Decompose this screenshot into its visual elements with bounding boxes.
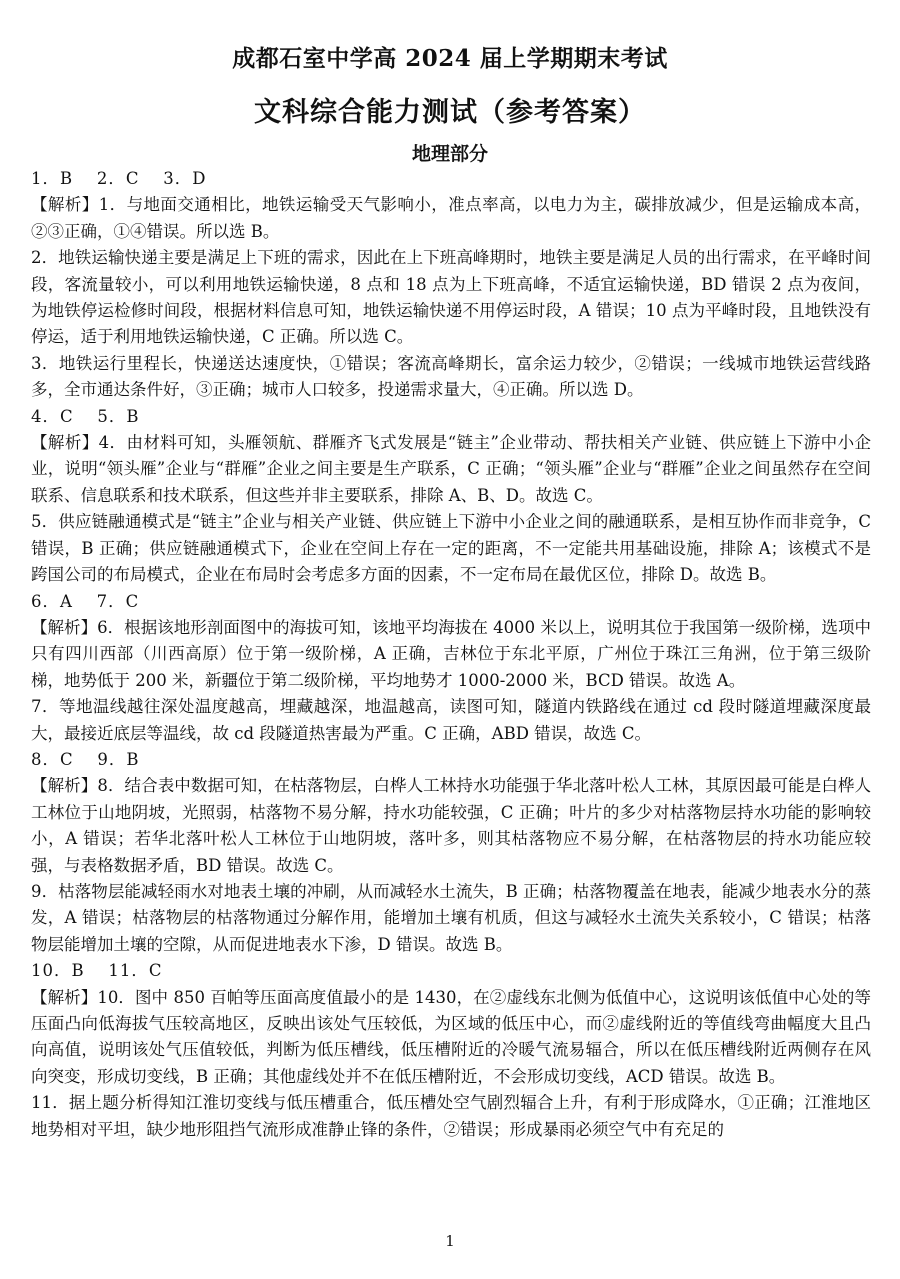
document-subtitle: 文科综合能力测试（参考答案） bbox=[254, 97, 646, 128]
exam-title: 成都石室中学高 2024 届上学期期末考试 bbox=[232, 45, 668, 72]
explanation-paragraph: 2．地铁运输快递主要是满足上下班的需求，因此在上下班高峰期时，地铁主要是满足人员的出行需求，在平峰时间段，客流量较小，可以利用地铁运输快递，8 点和 18 点为上下班高峰，不适宜运输快递，BD 错误 2 点为夜间，为地铁停运检修时间段，根据材料信息可知，地铁运输快递不用停运时段，A 错误；10 点为平峰时段，且地铁没有停运，适于利用地铁运输快递，C 正确。所以选 C。 bbox=[31, 248, 871, 347]
explanation-paragraph: 3．地铁运行里程长，快递送达速度快，①错误；客流高峰期长，富余运力较少，②错误；一线城市地铁运营线路多，全市通达条件好，③正确；城市人口较多，投递需求量大，④正确。所以选 D。 bbox=[31, 353, 871, 400]
explanation-paragraph: 9．枯落物层能减轻雨水对地表土壤的冲刷，从而减轻水土流失，B 正确；枯落物覆盖在地表，能减少地表水分的蒸发，A 错误；枯落物层的枯落物通过分解作用，能增加土壤有机质，但这与减轻水土流失关系较小，C 错误；枯落物层能增加土壤的空隙，从而促进地表水下渗，D 错误。故选 B。 bbox=[31, 881, 871, 954]
answer-key-line: 4．C 5．B bbox=[31, 406, 140, 426]
explanation-paragraph: 【解析】10．图中 850 百帕等压面高度值最小的是 1430，在②虚线东北侧为低值中心，这说明该低值中心处的等压面凸向低海拔气压较高地区，反映出该处气压较低，为区域的低压中心，而②虚线附近的等值线弯曲幅度大且凸向高值，说明该处气压值较低，判断为低压槽线，低压槽附近的冷暖气流易辐合，所以在低压槽线附近两侧存在风向突变，形成切变线，B 正确；其他虚线处并不在低压槽附近，不会形成切变线，ACD 错误。故选 B。 bbox=[31, 987, 871, 1086]
section-heading: 地理部分 bbox=[411, 143, 488, 165]
answer-key-line: 6．A 7．C bbox=[31, 591, 140, 611]
explanation-paragraph: 5．供应链融通模式是“链主”企业与相关产业链、供应链上下游中小企业之间的融通联系，是相互协作而非竞争，C 错误，B 正确；供应链融通模式下，企业在空间上存在一定的距离，不一定能共用基础设施，排除 A；该模式不是跨国公司的布局模式，企业在布局时会考虑多方面的因素，不一定布局在最优区位，排除 D。故选 B。 bbox=[31, 512, 871, 585]
explanation-paragraph: 【解析】6．根据该地形剖面图中的海拔可知，该地平均海拔在 4000 米以上，说明其位于我国第一级阶梯，选项中只有四川西部（川西高原）位于第一级阶梯，A 正确，吉林位于东北平原，广州位于珠江三角洲，位于第三级阶梯，地势低于 200 米，新疆位于第二级阶梯，平均地势才 1000-2000 米，BCD 错误。故选 A。 bbox=[31, 617, 871, 690]
explanation-paragraph: 【解析】8．结合表中数据可知，在枯落物层，白桦人工林持水功能强于华北落叶松人工林，其原因最可能是白桦人工林位于山地阴坡，光照弱，枯落物不易分解，持水功能较强，C 正确；叶片的多少对枯落物层持水功能的影响较小，A 错误；若华北落叶松人工林位于山地阴坡，落叶多，则其枯落物应不易分解，在枯落物层的持水功能应较强，与表格数据矛盾，BD 错误。故选 C。 bbox=[31, 776, 871, 875]
answer-content bbox=[31, 166, 871, 1143]
answer-key-line: 10．B 11．C bbox=[31, 961, 163, 981]
explanation-paragraph: 【解析】1．与地面交通相比，地铁运输受天气影响小，准点率高，以电力为主，碳排放减少，但是运输成本高，②③正确，①④错误。所以选 B。 bbox=[31, 195, 871, 241]
explanation-paragraph: 【解析】4．由材料可知，头雁领航、群雁齐飞式发展是“链主”企业带动、帮扶相关产业链、供应链上下游中小企业，说明“领头雁”企业与“群雁”企业之间主要是生产联系，C 正确；“领头雁”企业与“群雁”企业之间虽然存在空间联系、信息联系和技术联系，但这些并非主要联系，排除 A、B、D。故选 C。 bbox=[31, 433, 871, 505]
answer-key-line: 8．C 9．B bbox=[31, 749, 140, 769]
page-number: 1 bbox=[445, 1232, 455, 1250]
explanation-paragraph: 11．据上题分析得知江淮切变线与低压槽重合，低压槽处空气剧烈辐合上升，有利于形成降水，①正确；江淮地区地势相对平坦，缺少地形阻挡气流形成准静止锋的条件，②错误；形成暴雨必须空气中有充足的 bbox=[31, 1093, 871, 1139]
answer-key-line: 1．B 2．C 3．D bbox=[31, 169, 207, 188]
explanation-paragraph: 7．等地温线越往深处温度越高，埋藏越深，地温越高，读图可知，隧道内铁路线在通过 cd 段时隧道埋藏深度最大，最接近底层等温线，故 cd 段隧道热害最为严重。C 正确，ABD 错误，故选 C。 bbox=[31, 697, 871, 743]
